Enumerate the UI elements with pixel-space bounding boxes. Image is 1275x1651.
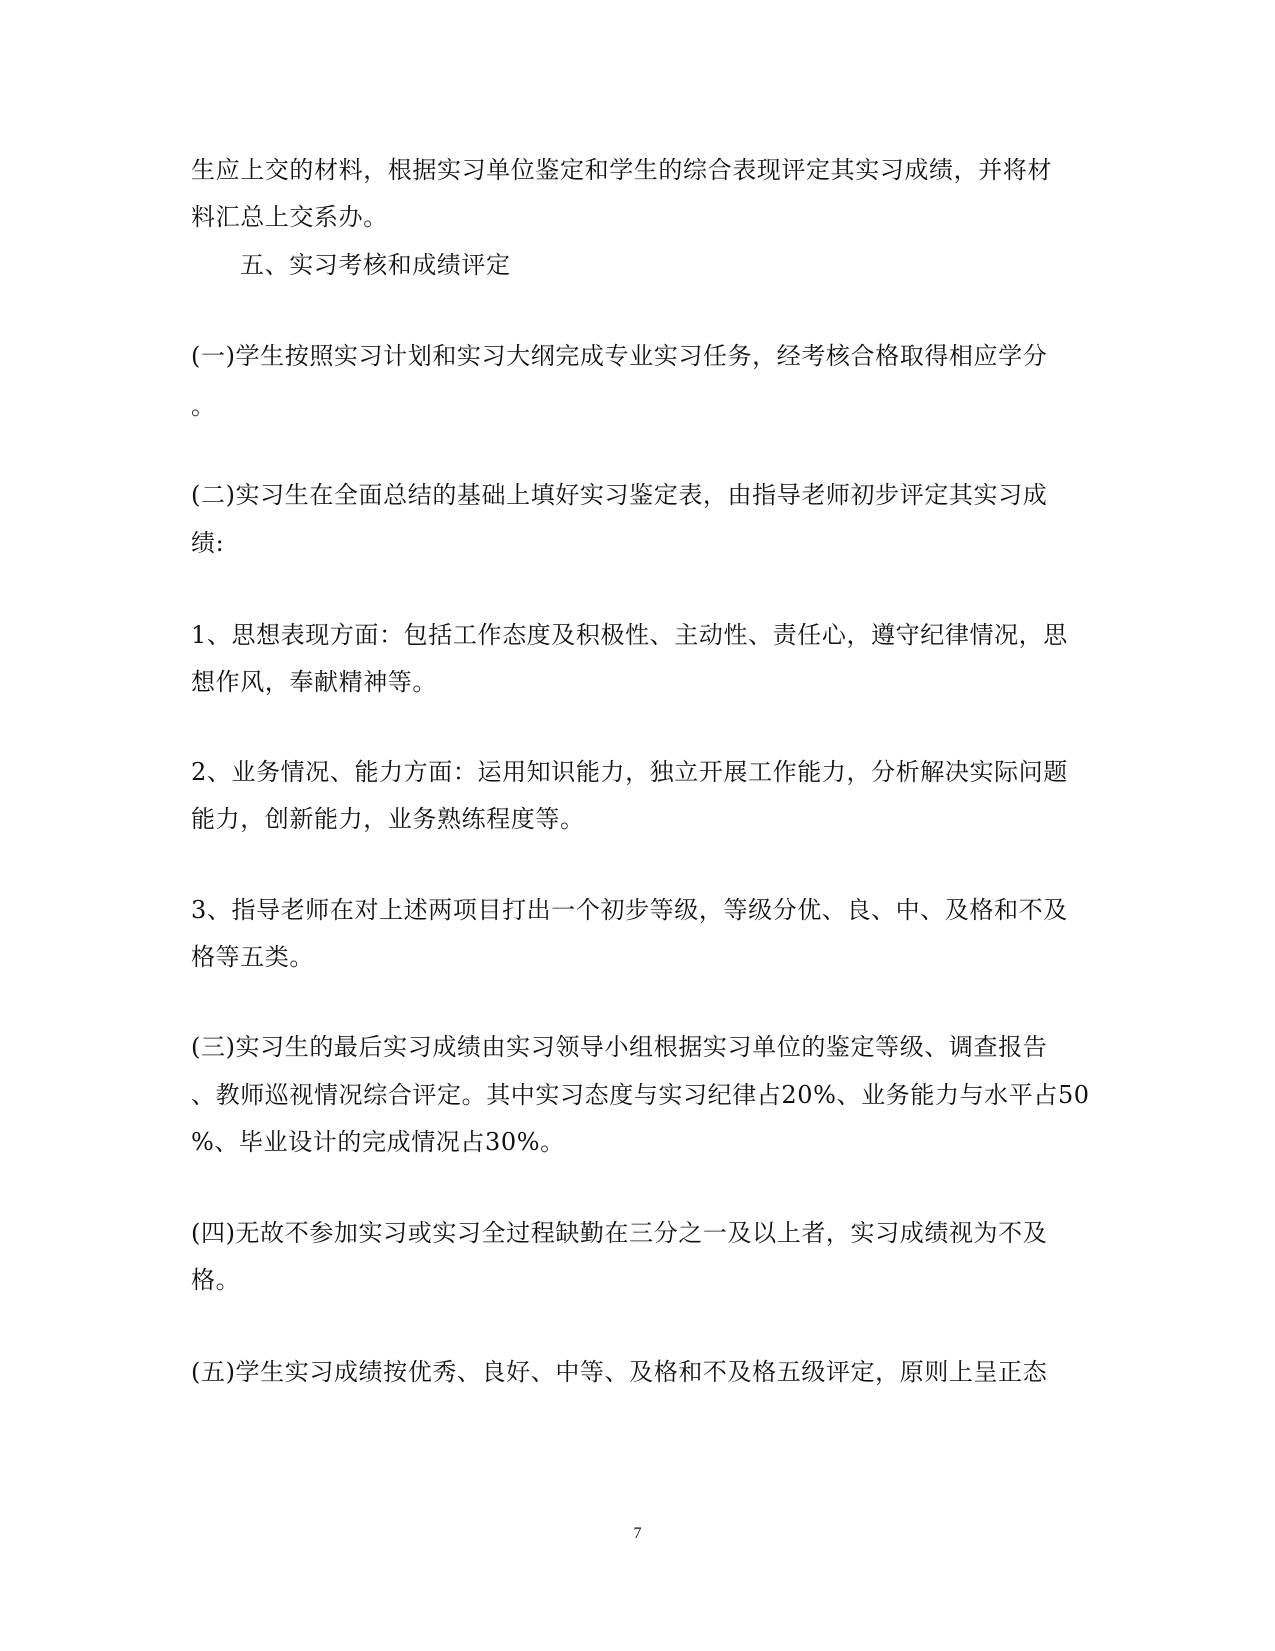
text-line: 料汇总上交系办。 — [191, 203, 388, 231]
text-line: 3、指导老师在对上述两项目打出一个初步等级，等级分优、良、中、及格和不及 — [191, 896, 1068, 924]
text-line: (二)实习生在全面总结的基础上填好实习鉴定表，由指导老师初步评定其实习成 — [191, 481, 1048, 509]
text-line: 想作风，奉献精神等。 — [191, 668, 437, 696]
text-line: 2、业务情况、能力方面：运用知识能力，独立开展工作能力，分析解决实际问题 — [191, 758, 1068, 786]
text-line: 生应上交的材料，根据实习单位鉴定和学生的综合表现评定其实习成绩，并将材 — [191, 156, 1052, 184]
text-line: (五)学生实习成绩按优秀、良好、中等、及格和不及格五级评定，原则上呈正态 — [191, 1358, 1048, 1386]
text-line: (一)学生按照实习计划和实习大纲完成专业实习任务，经考核合格取得相应学分 — [191, 342, 1048, 370]
section-heading: 五、实习考核和成绩评定 — [240, 251, 511, 279]
text-line: 格等五类。 — [191, 943, 314, 971]
text-line: (三)实习生的最后实习成绩由实习领导小组根据实习单位的鉴定等级、调查报告 — [191, 1033, 1048, 1061]
text-line: (四)无故不参加实习或实习全过程缺勤在三分之一及以上者，实习成绩视为不及 — [191, 1219, 1048, 1247]
text-line: 绩: — [191, 529, 225, 557]
text-line: 、教师巡视情况综合评定。其中实习态度与实习纪律占20%、业务能力与水平占50 — [191, 1081, 1090, 1109]
text-line: %、毕业设计的完成情况占30%。 — [191, 1128, 565, 1156]
text-line: 能力，创新能力，业务熟练程度等。 — [191, 805, 585, 833]
text-line: 1、思想表现方面：包括工作态度及积极性、主动性、责任心，遵守纪律情况，思 — [191, 621, 1068, 649]
text-line: 格。 — [191, 1266, 241, 1294]
text-line: 。 — [191, 392, 216, 420]
page-number: 7 — [633, 1525, 642, 1542]
